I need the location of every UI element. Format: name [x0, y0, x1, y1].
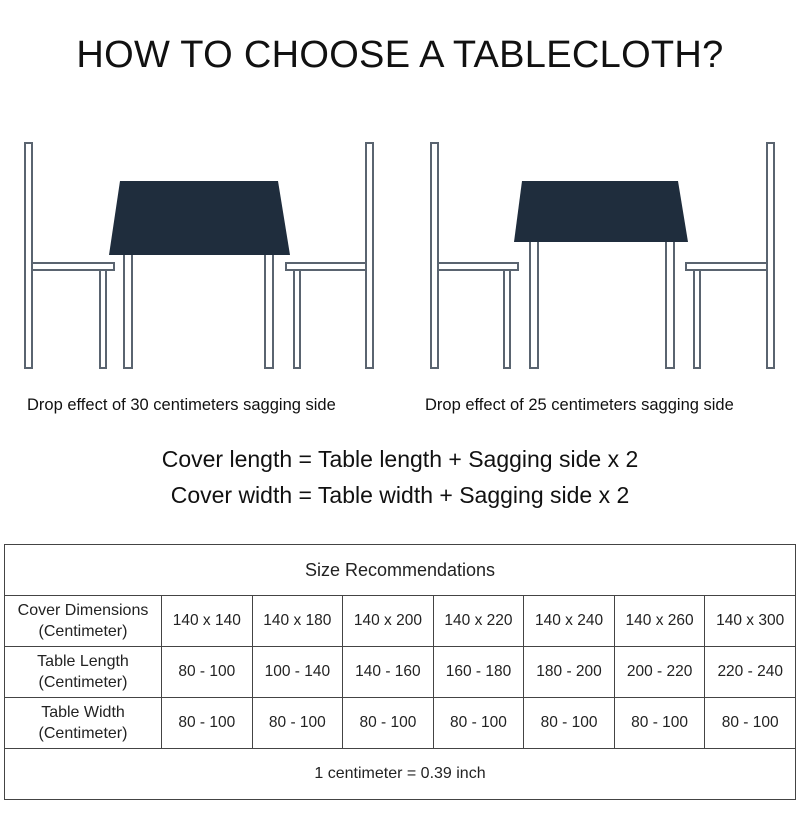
table-leg-right: [265, 240, 273, 368]
table-leg-left: [124, 240, 132, 368]
row-label: Cover Dimensions (Centimeter): [5, 596, 162, 647]
table-cell: 80 - 100: [162, 698, 253, 749]
table-cell: 140 x 180: [252, 596, 343, 647]
right-chair-seat: [686, 263, 767, 270]
table-cell: 140 x 300: [705, 596, 796, 647]
table-cell: 140 - 160: [343, 647, 434, 698]
page-title: HOW TO CHOOSE A TABLECLOTH?: [76, 34, 724, 76]
table-cell: 80 - 100: [614, 698, 705, 749]
table-cell: 200 - 220: [614, 647, 705, 698]
table-cell: 80 - 100: [524, 698, 615, 749]
size-recommendations-table: [4, 544, 796, 800]
table-heading: Size Recommendations: [5, 545, 796, 596]
row-label: Table Length (Centimeter): [5, 647, 162, 698]
right-chair-seat: [286, 263, 366, 270]
table-cell: 180 - 200: [524, 647, 615, 698]
table-row-table-width: [5, 698, 796, 749]
table-leg-right: [666, 232, 674, 368]
table-leg-left: [530, 232, 538, 368]
left-chair-back: [431, 143, 438, 368]
formula-cover-length: Cover length = Table length + Sagging side x 2: [161, 446, 639, 472]
table-cell: 140 x 140: [162, 596, 253, 647]
table-cell: 80 - 100: [252, 698, 343, 749]
left-chair-back: [25, 143, 32, 368]
row-label: Table Width (Centimeter): [5, 698, 162, 749]
caption-30cm: Drop effect of 30 centimeters sagging side: [27, 396, 336, 414]
table-footer-conversion: 1 centimeter = 0.39 inch: [5, 749, 796, 800]
table-row-table-length: [5, 647, 796, 698]
table-cell: 140 x 220: [433, 596, 524, 647]
table-cell: 160 - 180: [433, 647, 524, 698]
formula-cover-width: Cover width = Table width + Sagging side x 2: [170, 482, 630, 508]
table-cell: 100 - 140: [252, 647, 343, 698]
right-chair-leg: [294, 270, 300, 368]
left-chair-leg: [504, 270, 510, 368]
table-cell: 140 x 240: [524, 596, 615, 647]
caption-25cm: Drop effect of 25 centimeters sagging side: [425, 396, 734, 414]
table-cell: 140 x 260: [614, 596, 705, 647]
tablecloth: [514, 181, 688, 242]
tablecloth: [109, 181, 290, 255]
table-cell: 80 - 100: [705, 698, 796, 749]
left-chair-seat: [438, 263, 518, 270]
table-cell: 80 - 100: [433, 698, 524, 749]
table-cell: 80 - 100: [162, 647, 253, 698]
left-chair-leg: [100, 270, 106, 368]
table-cell: 80 - 100: [343, 698, 434, 749]
table-cell: 140 x 200: [343, 596, 434, 647]
table-illustration-30cm: [20, 140, 380, 372]
right-chair-back: [366, 143, 373, 368]
right-chair-back: [767, 143, 774, 368]
table-row-cover-dimensions: [5, 596, 796, 647]
table-cell: 220 - 240: [705, 647, 796, 698]
table-illustration-25cm: [426, 140, 786, 372]
right-chair-leg: [694, 270, 700, 368]
left-chair-seat: [32, 263, 114, 270]
